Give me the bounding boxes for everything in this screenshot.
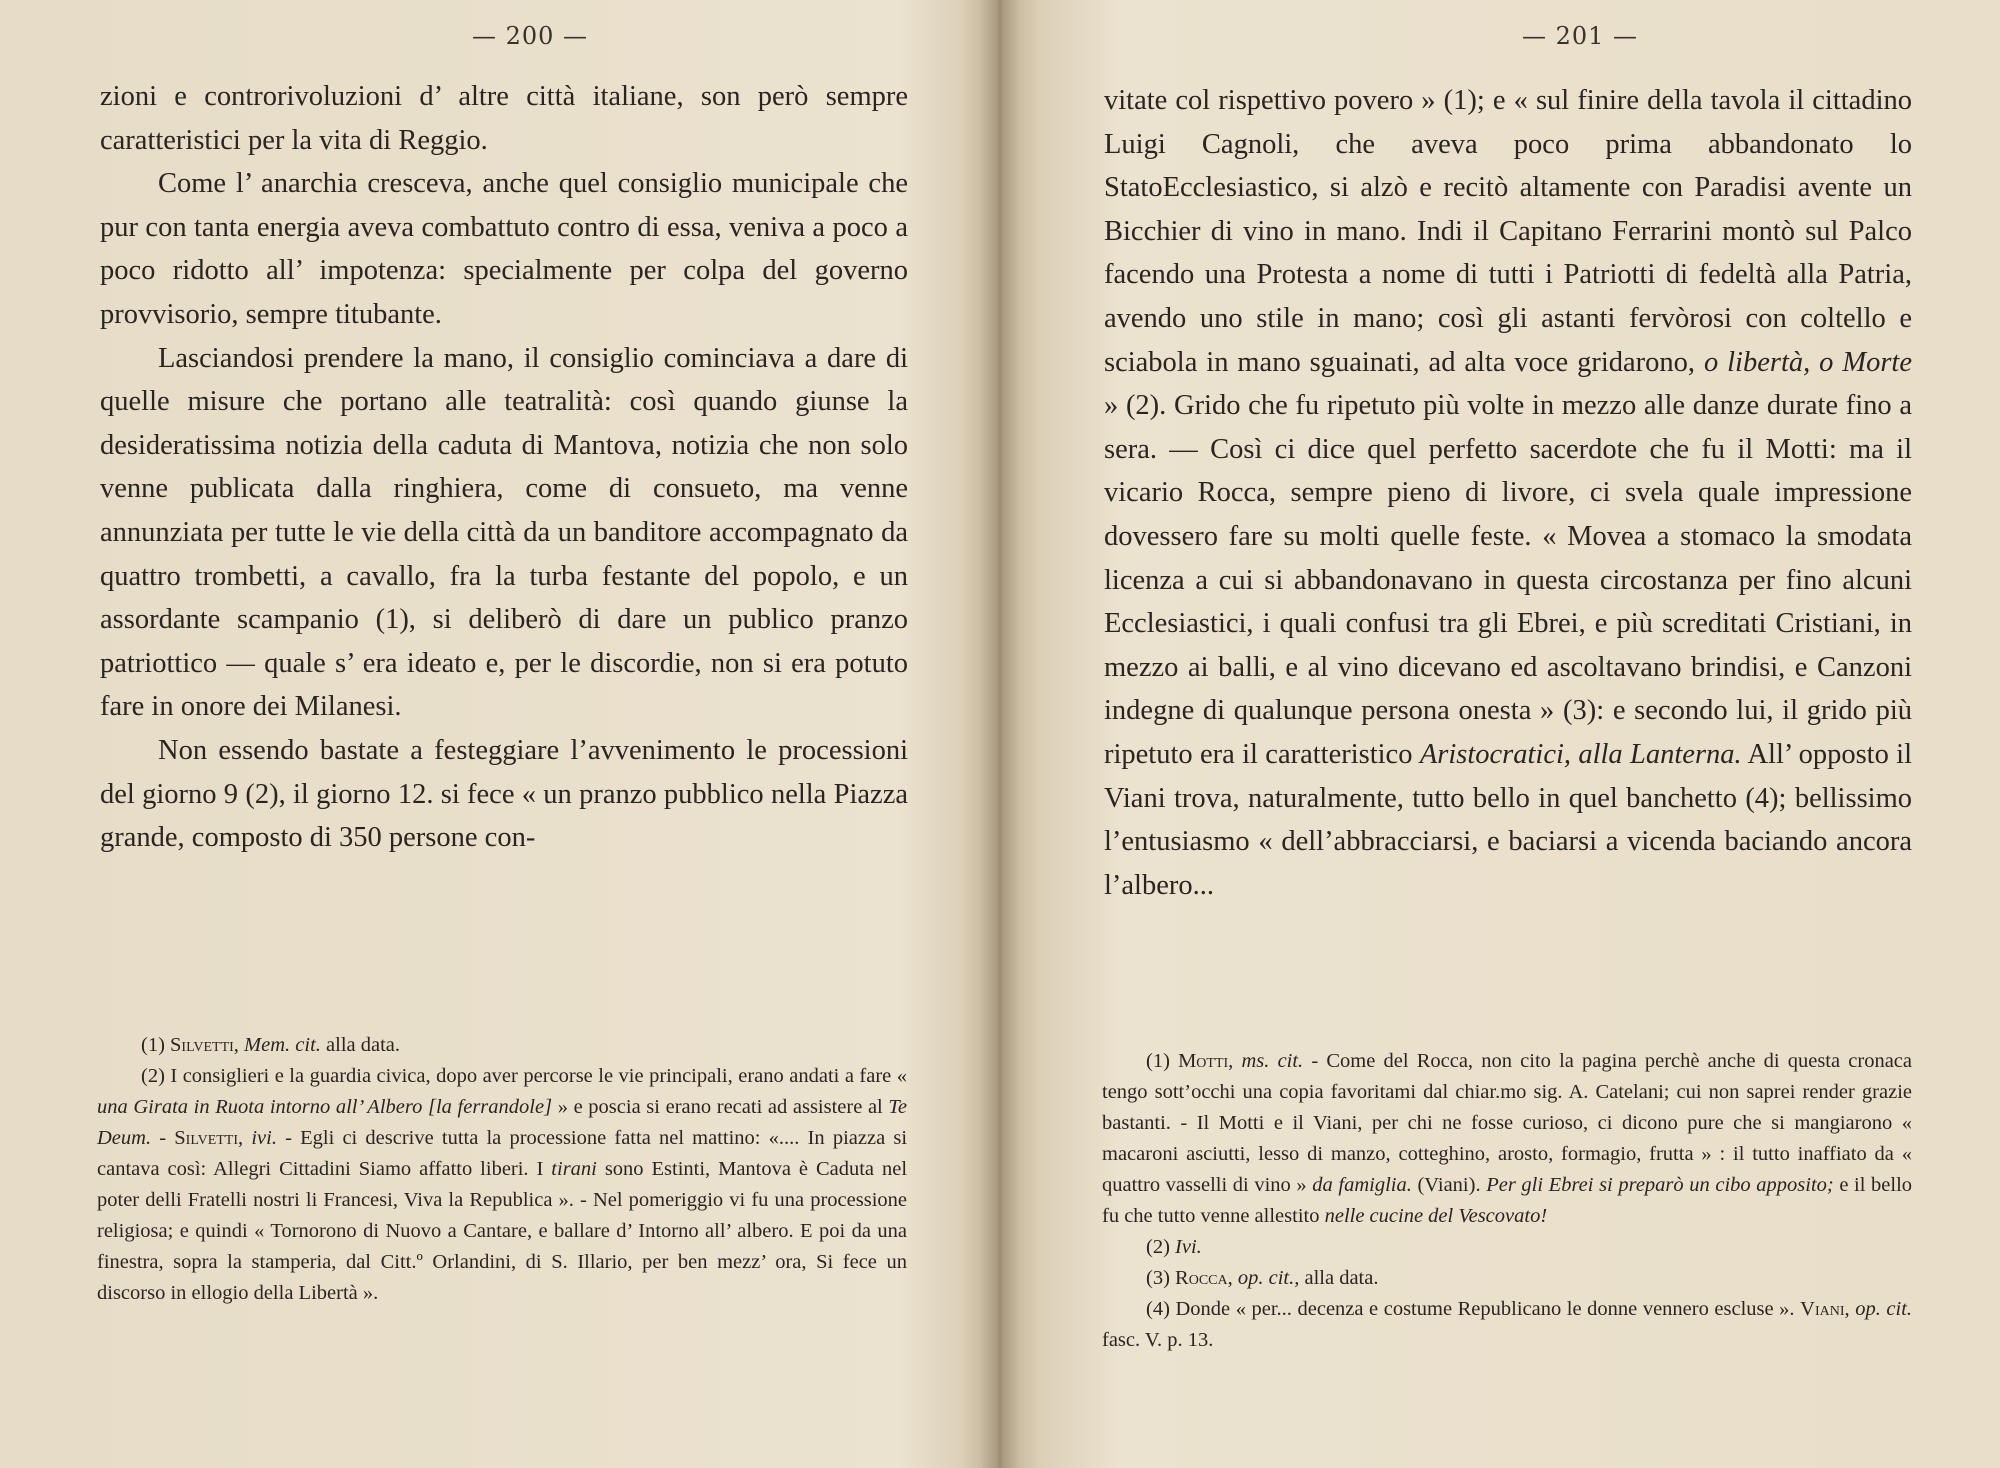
- footnote-quote: nelle cucine del Vescovato!: [1324, 1205, 1548, 1227]
- footnote: [97, 1061, 907, 1309]
- text-run: All’ opposto il Viani trova, naturalmente, tutto bello in quel banchetto (4); bellissimo l’entusiasmo « dell’abbracciarsi, e baciarsi a vicenda baciando ancora l’albero...: [1104, 738, 1913, 901]
- footnote: [1102, 1294, 1912, 1356]
- footnote: [1102, 1046, 1912, 1232]
- footnote-work: Mem. cit.: [244, 1034, 321, 1056]
- footnote-work: op. cit.: [1855, 1298, 1913, 1320]
- footnote-author: Silvetti,: [174, 1127, 244, 1149]
- footnote-text: (4) Donde « per... decenza e costume Republicano le donne vennero escluse ».: [1146, 1298, 1795, 1320]
- footnote-text: (Viani).: [1417, 1174, 1481, 1196]
- page-number: — 200 —: [471, 22, 589, 50]
- italic-run: o libertà, o Morte: [1703, 346, 1912, 378]
- main-text: [1104, 79, 1912, 907]
- footnote-quote: da famiglia.: [1312, 1174, 1412, 1196]
- footnote-work: op. cit.,: [1237, 1267, 1300, 1289]
- footnote-work: Ivi.: [1175, 1236, 1202, 1258]
- footnote-author: Rocca,: [1175, 1267, 1233, 1289]
- footnote-work: ivi.: [251, 1127, 277, 1149]
- footnote-work: Te Deum.: [97, 1096, 908, 1149]
- footnote-quote: una Girata in Ruota intorno all’ Albero [la ferrandole]: [97, 1096, 553, 1118]
- footnote-text: alla data.: [326, 1034, 401, 1056]
- footnote-number: (1): [1146, 1050, 1170, 1072]
- footnote: [97, 1030, 907, 1061]
- main-text: [100, 75, 908, 860]
- footnote-number: (3): [1146, 1267, 1170, 1289]
- footnote-work: ms. cit.: [1241, 1050, 1304, 1072]
- footnote-author: Silvetti,: [170, 1034, 239, 1056]
- footnote-text: (2) I consiglieri e la guardia civica, dopo aver percorse le vie principali, erano andati a fare «: [141, 1065, 907, 1087]
- footnote-quote: tirani: [551, 1158, 597, 1180]
- paragraph: Lasciandosi prendere la mano, il consiglio cominciava a dare di quelle misure che portano alle teatralità: così quando giunse la desideratissima notizia della caduta di Mantova, notizia che non solo venne publicata dalla ringhiera, come di consueto, ma venne annunziata per tutte le vie della città da un banditore accompagnato da quattro trombetti, a cavallo, fra la turba festante del popolo, e un assordante scampanio (1), si deliberò di dare un publico pranzo patriottico — quale s’ era ideato e, per le discordie, non si era potuto fare in onore dei Milanesi.: [100, 342, 908, 723]
- footnote-text: - Come del Rocca, non cito la pagina perchè anche di questa cronaca tengo sott’occhi una copia favoritami dal chiar.mo sig. A. Catelani; cui non saprei render grazie bastanti. - Il Motti e il Viani, per chi ne fosse curioso, ci dicono pure che si mangiarono « macaroni asciutti, lesso di manzo, cotteghino, arosto, formagio, frutta » : il tutto inaffiato da « quattro vasselli di vino »: [1102, 1050, 1912, 1196]
- footnote-text: -: [159, 1127, 167, 1149]
- text-run: vitate col rispettivo povero » (1); e « sul finire della tavola il cittadino Luigi Cagnoli, che aveva poco prima abbandonato lo StatoEcclesiastico, si alzò e recitò altamente con Paradisi avente un Bicchier di vino in mano. Indi il Capitano Ferrarini montò sul Palco facendo una Protesta a nome di tutti i Patriotti di fedeltà alla Patria, avendo uno stile in mano; così gli astanti fervòrosi con coltello e sciabola in mano sguainati, ad alta voce gridarono,: [1104, 85, 1912, 378]
- paragraph: Non essendo bastate a festeggiare l’avvenimento le processioni del giorno 9 (2), il giorno 12. si fece « un pranzo pubblico nella Piazza grande, composto di 350 persone con-: [100, 734, 908, 854]
- footnote-text: » e poscia si erano recati ad assistere al: [557, 1096, 883, 1118]
- footnote-author: Motti,: [1178, 1050, 1234, 1072]
- footnote-text: alla data.: [1304, 1267, 1379, 1289]
- footnote-author: Viani,: [1800, 1298, 1850, 1320]
- footnote-number: (1): [141, 1034, 165, 1056]
- footnote-text: fasc. V. p. 13.: [1102, 1329, 1214, 1351]
- text-run: » (2). Grido che fu ripetuto più volte in mezzo alle danze durate fino a sera. — Così ci dice quel perfetto sacerdote che fu il Motti: ma il vicario Rocca, sempre pieno di livore, ci svela quale impressione dovessero fare su molti quelle feste. « Movea a stomaco la smodata licenza a cui si abbandonavano in questa circostanza per fino alcuni Ecclesiastici, i quali confusi tra gli Ebrei, e più screditati Cristiani, in mezzo ai balli, e al vino dicevano ed ascoltavano brindisi, e Canzoni indegne di qualunque persona onesta » (3): e secondo lui, il grido più ripetuto era il caratteristico: [1104, 390, 1912, 770]
- footnote-text: e il bello fu che tutto venne allestito: [1102, 1174, 1913, 1227]
- paragraph: zioni e controrivoluzioni d’ altre città italiane, son però sempre caratteristici per la vita di Reggio.: [100, 81, 908, 156]
- footnotes: [97, 1030, 907, 1309]
- footnote: [1102, 1232, 1912, 1263]
- footnote-text: sono Estinti, Mantova è Caduta nel poter delli Fratelli nostri li Francesi, Viva la Republica ». - Nel pomeriggio vi fu una processione religiosa; e quindi « Tornorono di Nuovo a Cantare, e ballare d’ Intorno all’ albero. E poi da una finestra, sopra la stamperia, dal Citt.º Orlandini, di S. Illario, per ben mezz’ ora, Si fece un discorso in ellogio della Libertà ».: [97, 1158, 908, 1304]
- footnote: [1102, 1263, 1912, 1294]
- footnotes: [1102, 1046, 1912, 1356]
- footnote-number: (2): [1146, 1236, 1170, 1258]
- page-number: — 201 —: [1521, 22, 1639, 50]
- italic-run: Aristocratici, alla Lanterna.: [1419, 738, 1742, 770]
- right-page: [1000, 0, 2000, 1468]
- footnote-quote: Per gli Ebrei si preparò un cibo apposito;: [1486, 1174, 1834, 1196]
- paragraph: Come l’ anarchia cresceva, anche quel consiglio municipale che pur con tanta energia aveva combattuto contro di essa, veniva a poco a poco ridotto all’ impotenza: specialmente per colpa del governo provvisorio, sempre titubante.: [100, 168, 908, 330]
- footnote-text: - Egli ci descrive tutta la processione fatta nel mattino: «.... In piazza si cantava così: Allegri Cittadini Siamo affatto liberi. I: [97, 1127, 908, 1180]
- paragraph: [1104, 79, 1912, 907]
